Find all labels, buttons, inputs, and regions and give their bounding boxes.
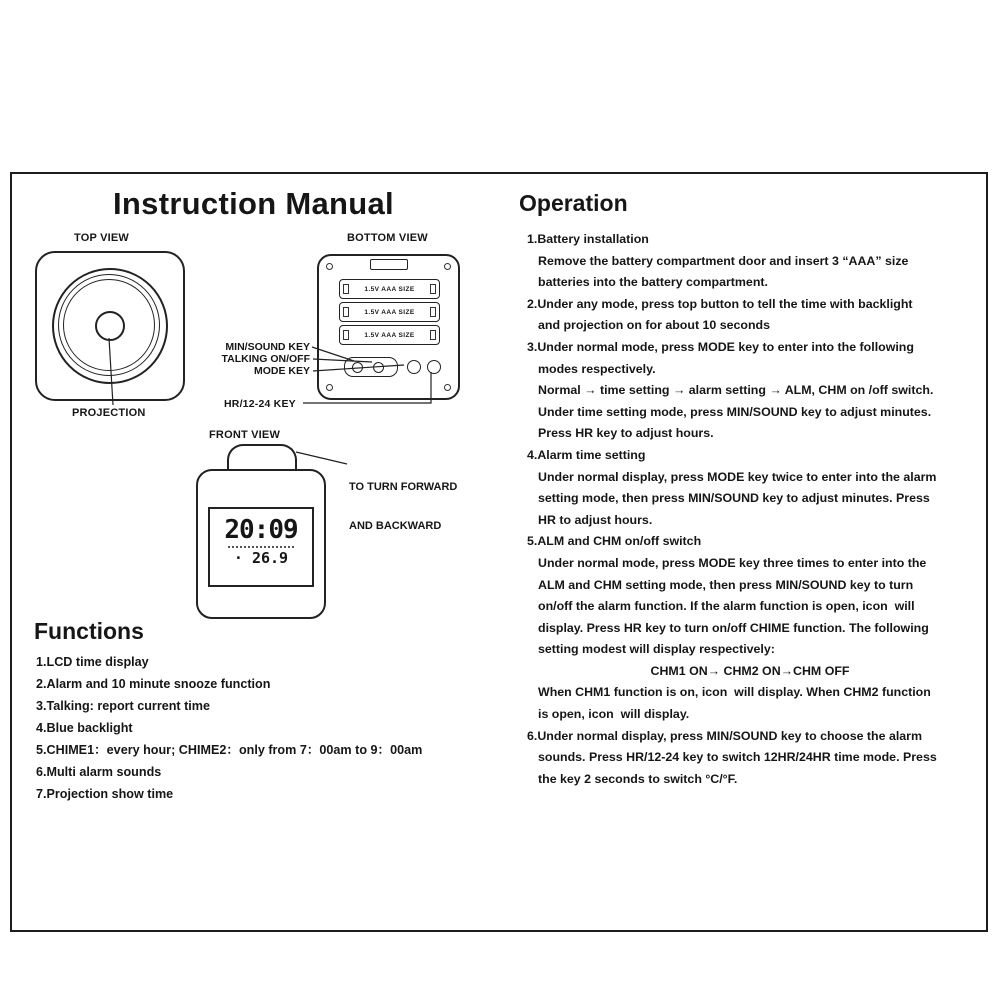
operation-line: Remove the battery compartment door and insert 3 “AAA” size [538,253,909,268]
lcd-temperature [210,549,312,567]
operation-line: sounds. Press HR/12-24 key to switch 12HR/24HR time mode. Press [538,750,937,765]
projection-dome-drawing [227,444,297,471]
operation-line: 4.Alarm time setting [527,447,646,462]
lcd-display-drawing [208,507,314,587]
talking-key-label: TALKING ON/OFF [221,353,310,365]
battery-slot-label: 1.5V AAA SIZE [364,308,415,316]
functions-list [36,651,496,805]
battery-slot [339,302,440,322]
screw-icon [444,263,451,270]
functions-heading: Functions [34,618,144,644]
min-sound-button-drawing [352,362,363,373]
lcd-dot: · [233,549,243,567]
operation-heading: Operation [519,190,628,216]
operation-line: the key 2 seconds to switch °C/°F. [538,771,738,786]
operation-line: modes respectively. [538,361,656,376]
bottom-view-key-labels [200,341,310,377]
projection-lens-center [95,311,125,341]
mode-button-drawing [407,360,421,374]
operation-line-chime-modes: CHM1 ON→ CHM2 ON→CHM OFF [650,663,850,678]
operation-line: 3.Under normal mode, press MODE key to enter into the following [527,339,914,354]
battery-slot [339,325,440,345]
hr-button-drawing [427,360,441,374]
operation-line: When CHM1 function is on, icon will display. When CHM2 function [538,685,931,700]
operation-line: display. Press HR key to turn on/off CHIME function. The following [538,620,929,635]
front-view-drawing [196,469,326,619]
bottom-view-drawing [317,254,460,400]
operation-line: ALM and CHM setting mode, then press MIN/SOUND key to turn [538,577,914,592]
operation-line: Under normal mode, press MODE key three times to enter into the [538,555,927,570]
button-group-outline [344,357,398,377]
battery-slot [339,279,440,299]
battery-slot-label: 1.5V AAA SIZE [364,331,415,339]
turn-note-line1: TO TURN FORWARD [349,481,458,493]
operation-line: 5.ALM and CHM on/off switch [527,534,702,549]
lcd-time: 20:09 [224,515,298,545]
operation-line: 2.Under any mode, press top button to tell the time with backlight [527,296,913,311]
operation-line: HR to adjust hours. [538,512,653,527]
min-sound-key-label: MIN/SOUND KEY [225,341,310,353]
function-item: 2.Alarm and 10 minute snooze function [36,677,271,691]
front-view-label: FRONT VIEW [209,429,281,441]
screw-icon [444,384,451,391]
turn-note [349,455,457,559]
mode-key-label: MODE KEY [253,365,310,377]
operation-line: setting mode, then press MIN/SOUND key to adjust minutes. Press [538,491,930,506]
operation-line: is open, icon will display. [538,707,690,722]
operation-line: 6.Under normal display, press MIN/SOUND key to choose the alarm [527,728,923,743]
operation-line: setting modest will display respectively: [538,642,775,657]
hr-key-label: HR/12-24 KEY [224,398,296,410]
bottom-view-label: BOTTOM VIEW [347,232,428,244]
function-item: 7.Projection show time [36,787,174,801]
operation-line: Normal → time setting → alarm setting → ALM, CHM on /off switch. [538,383,934,398]
function-item: 1.LCD time display [36,655,149,669]
operation-line: on/off the alarm function. If the alarm function is open, icon will [538,599,915,614]
top-view-label: TOP VIEW [74,232,129,244]
operation-line: 1.Battery installation [527,232,649,246]
screw-icon [326,263,333,270]
function-item: 4.Blue backlight [36,721,133,735]
projection-label: PROJECTION [72,407,146,419]
lcd-temp-value: 26.9 [251,549,289,567]
operation-line: Under normal display, press MODE key twice to enter into the alarm [538,469,937,484]
operation-line: Under time setting mode, press MIN/SOUND key to adjust minutes. [538,404,932,419]
operation-line: and projection on for about 10 seconds [538,318,771,333]
operation-line: batteries into the battery compartment. [538,275,768,290]
battery-slot-label: 1.5V AAA SIZE [364,285,415,293]
function-item: 5.CHIME1：every hour; CHIME2：only from 7：00am to 9：00am [36,743,423,757]
page-title: Instruction Manual [113,186,394,221]
battery-door-latch [370,259,408,270]
operation-line: Press HR key to adjust hours. [538,426,714,441]
talking-button-drawing [373,362,384,373]
operation-text [527,229,973,790]
function-item: 3.Talking: report current time [36,699,211,713]
screw-icon [326,384,333,391]
top-view-drawing [35,251,185,401]
turn-note-line2: AND BACKWARD [349,520,442,532]
function-item: 6.Multi alarm sounds [36,765,162,779]
lcd-separator [228,546,293,548]
